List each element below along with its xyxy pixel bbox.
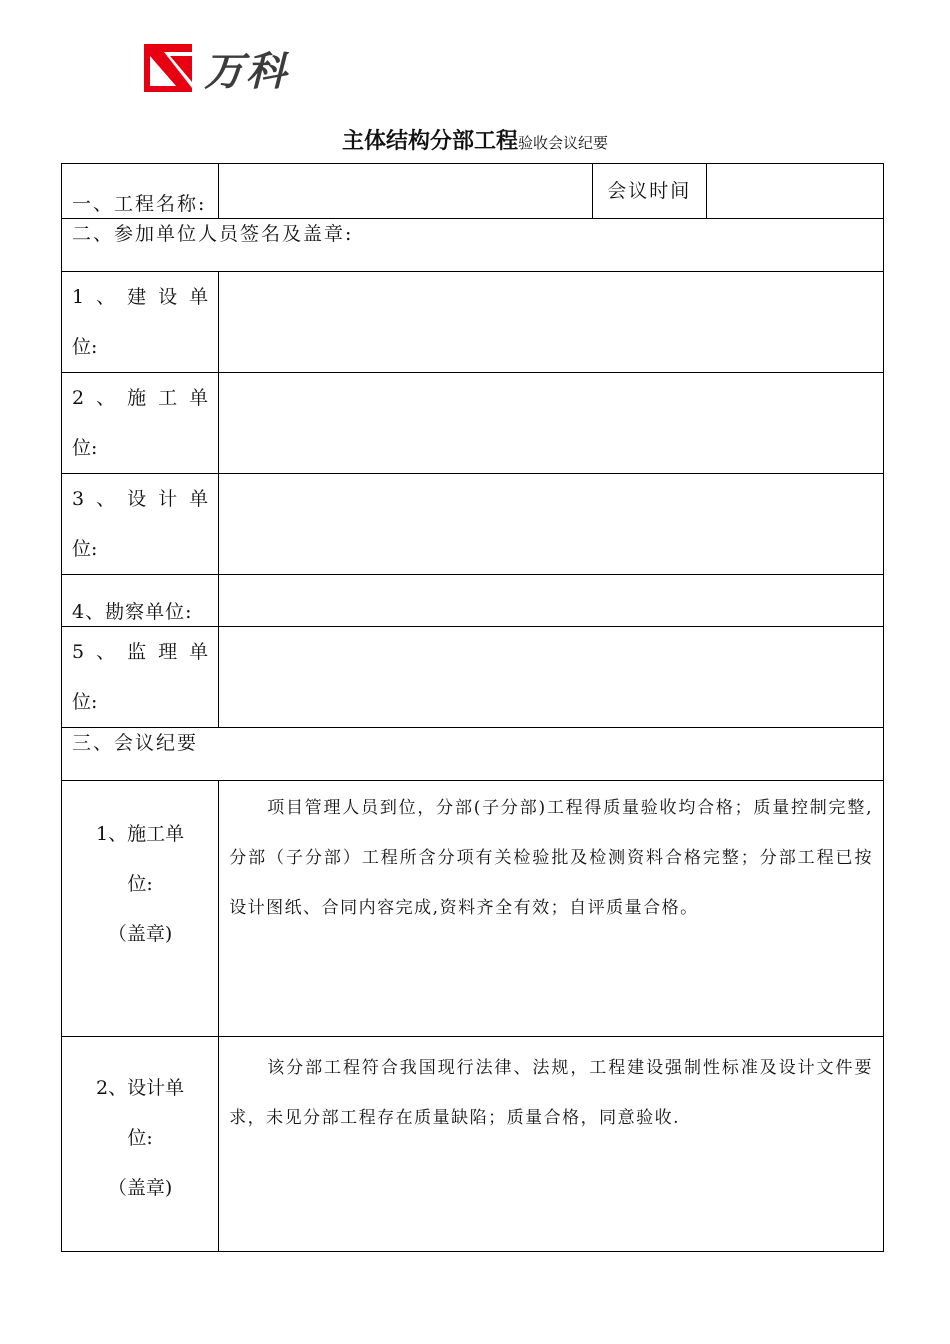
company-logo	[142, 40, 288, 96]
logo-text: 万科	[204, 48, 288, 95]
meeting-time-label: 会议时间	[592, 164, 706, 219]
unit-label: 5 、 监 理 单 位:	[62, 627, 219, 728]
title-main: 主体结构分部工程	[341, 129, 518, 154]
signature-field[interactable]	[219, 373, 884, 474]
opinion-text[interactable]: 该分部工程符合我国现行法律、法规，工程建设强制性标准及设计文件要求，未见分部工程存在质量缺陷；质量合格，同意验收.	[219, 1037, 884, 1252]
signature-field[interactable]	[219, 272, 884, 373]
signature-field[interactable]	[219, 474, 884, 575]
project-row	[62, 164, 884, 219]
opinion-row-contractor	[62, 781, 884, 1037]
vanke-logo-icon	[142, 42, 194, 94]
signatures-header-row	[62, 219, 884, 272]
unit-label: 3 、 设 计 单 位:	[62, 474, 219, 575]
unit-row-supervisor	[62, 627, 884, 728]
project-name-field[interactable]	[219, 164, 592, 219]
opinion-label: 1、施工单 位: （盖章)	[62, 781, 219, 1037]
opinion-row-designer	[62, 1037, 884, 1252]
unit-row-designer	[62, 474, 884, 575]
meeting-time-field[interactable]	[706, 164, 883, 219]
project-name-label: 一、工程名称:	[62, 164, 219, 219]
minutes-header: 三、会议纪要	[62, 728, 884, 781]
signature-field[interactable]	[219, 627, 884, 728]
unit-label: 4、勘察单位:	[62, 575, 219, 627]
minutes-header-row	[62, 728, 884, 781]
document-title	[0, 124, 950, 155]
unit-label: 1 、 建 设 单 位:	[62, 272, 219, 373]
title-sub: 验收会议纪要	[518, 134, 609, 152]
unit-label: 2 、 施 工 单 位:	[62, 373, 219, 474]
opinion-text[interactable]: 项目管理人员到位，分部(子分部)工程得质量验收均合格；质量控制完整,分部（子分部）工程所含分项有关检验批及检测资料合格完整；分部工程已按设计图纸、合同内容完成,资料齐全有效；自评质量合格。	[219, 781, 884, 1037]
signatures-header: 二、参加单位人员签名及盖章:	[62, 219, 884, 272]
unit-row-survey	[62, 575, 884, 627]
opinion-label: 2、设计单 位: （盖章)	[62, 1037, 219, 1252]
signature-field[interactable]	[219, 575, 884, 627]
unit-row-contractor	[62, 373, 884, 474]
minutes-form-table	[61, 163, 884, 1252]
unit-row-construction-owner	[62, 272, 884, 373]
